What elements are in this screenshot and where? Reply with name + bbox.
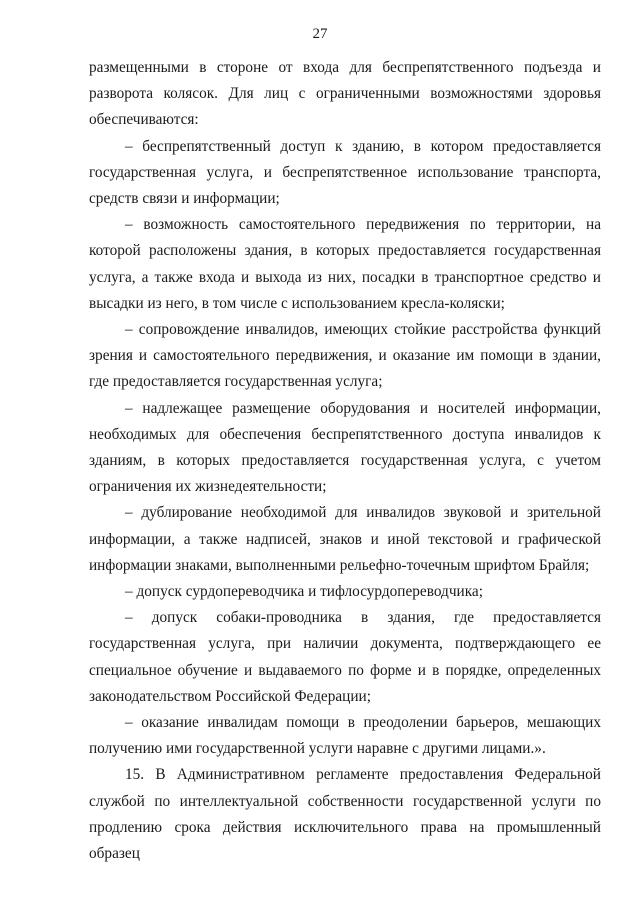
list-item-building-access: – беспрепятственный доступ к зданию, в котором предоставляется государственная услуга, и беспрепятственное использование транспорта, средств связи и информации; xyxy=(89,137,601,208)
list-item-guide-dog: – допуск собаки-проводника в здания, где предоставляется государственная услуга, при наличии документа, подтверждающего ее специальное обучение и выдаваемого по форме и в порядке, определенных законодательством Российской Федерации; xyxy=(89,609,601,705)
list-item-equipment-placement: – надлежащее размещение оборудования и носителей информации, необходимых для обеспечения беспрепятственного доступа инвалидов к зданиям, в которых предоставляется государственная услуга, с учетом ограничения их жизнедеятельности; xyxy=(89,399,601,496)
paragraph-continuation: размещенными в стороне от входа для беспрепятственного подъезда и разворота колясок. Для лиц с ограниченными возможностями здоровья обеспечиваются: xyxy=(89,59,601,129)
list-item-independent-movement: – возможность самостоятельного передвижения по территории, на которой расположены здания, в которых предоставляется государственная услуга, а также входа и выхода из них, посадки в транспортное средство и высадки из него, в том числе с использованием кресла-коляски; xyxy=(89,216,601,312)
list-item-braille-duplication: – дублирование необходимой для инвалидов звуковой и зрительной информации, а также надписей, знаков и иной текстовой и графической информации знаками, выполненными рельефно-точечным шрифтом Брайля; xyxy=(89,504,601,574)
document-body xyxy=(89,55,601,867)
list-item-escort: – сопровождение инвалидов, имеющих стойкие расстройства функций зрения и самостоятельного передвижения, и оказание им помощи в здании, где предоставляется государственная услуга; xyxy=(89,321,601,391)
list-item-barrier-assistance: – оказание инвалидам помощи в преодолении барьеров, мешающих получению ими государственной услуги наравне с другими лицами.». xyxy=(89,714,601,758)
paragraph-section-15: 15. В Административном регламенте предоставления Федеральной службой по интеллектуальной собственности государственной услуги по продлению срока действия исключительного права на промышленный образец xyxy=(89,766,601,863)
list-item-sign-interpreter: – допуск сурдопереводчика и тифлосурдопереводчика; xyxy=(125,583,483,601)
page-number: 27 xyxy=(312,26,328,42)
